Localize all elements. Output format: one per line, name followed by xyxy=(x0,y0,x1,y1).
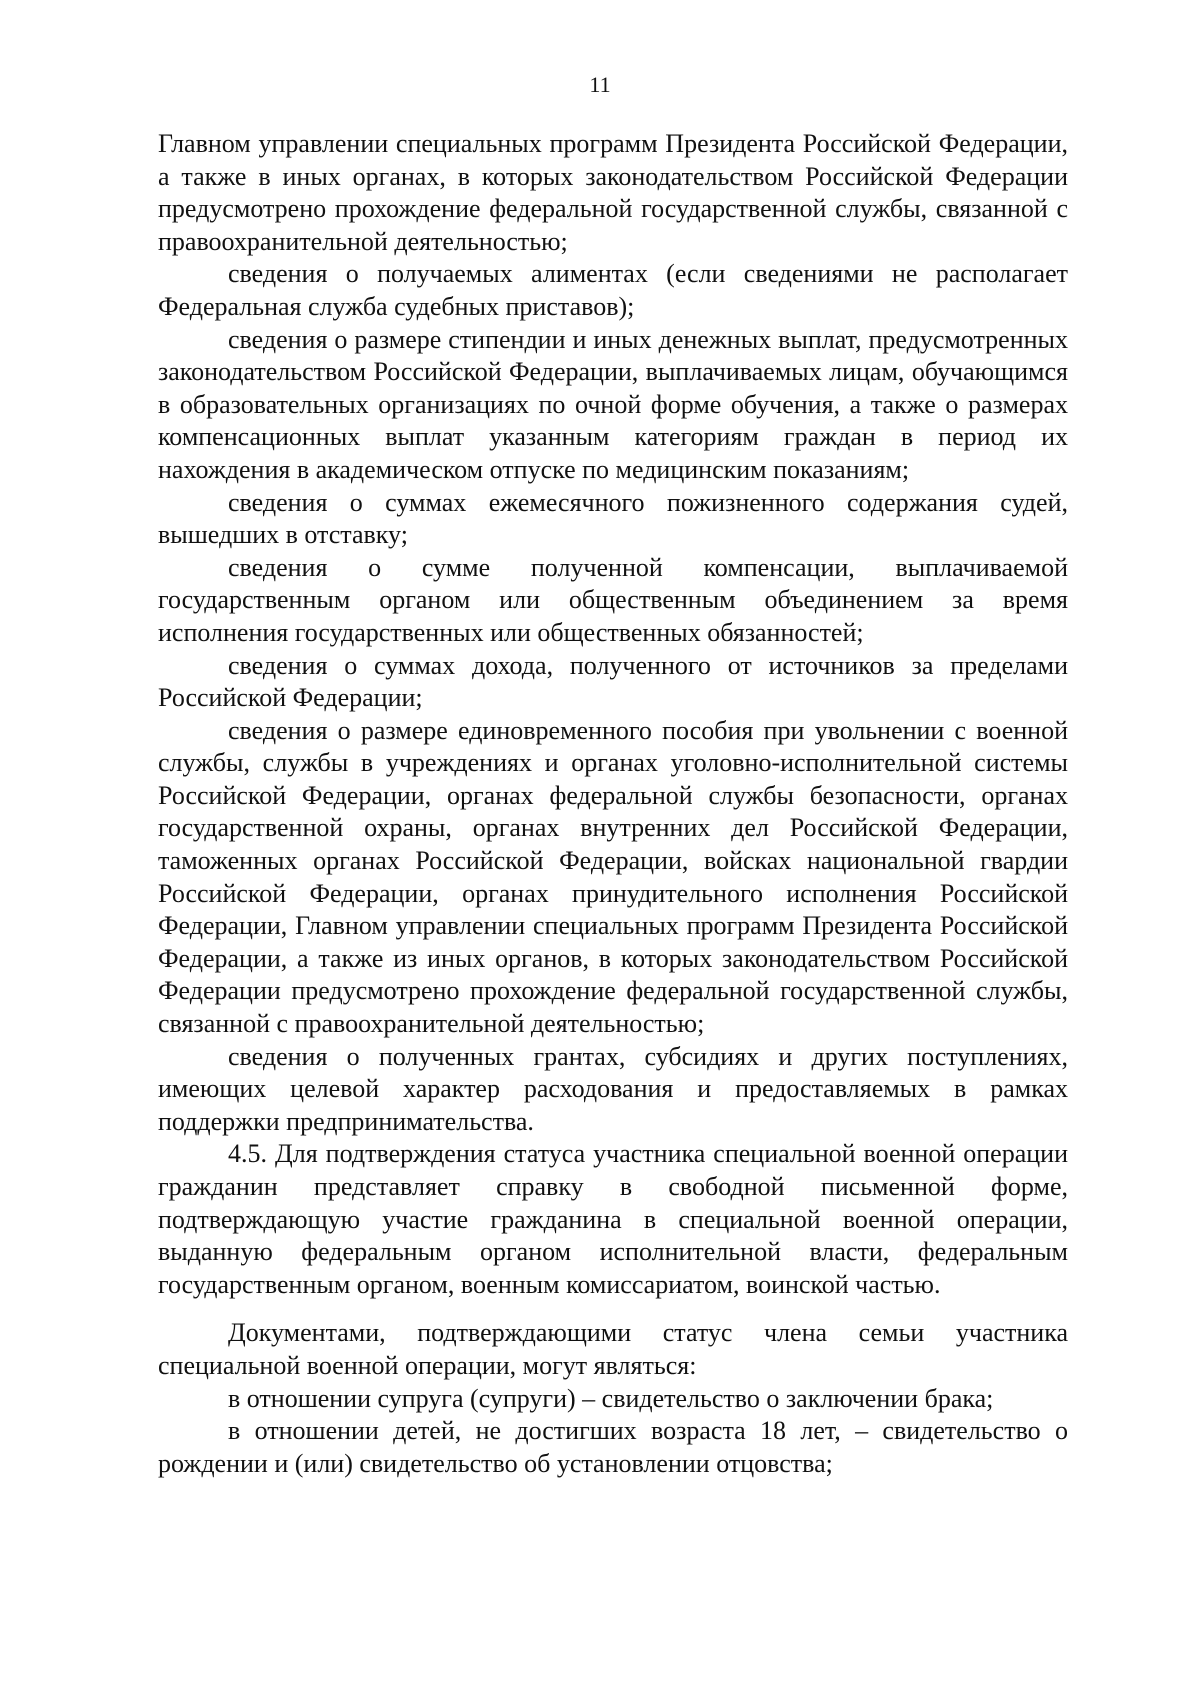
paragraph-alimony: сведения о получаемых алиментах (если сведениями не располагает Федеральная служба судебных приставов); xyxy=(158,259,1068,321)
paragraph-foreign-income: сведения о суммах дохода, полученного от источников за пределами Российской Федерации; xyxy=(158,650,1068,713)
paragraph-compensation: сведения о сумме полученной компенсации, выплачиваемой государственным органом или общественным объединением за время исполнения государственных или общественных обязанностей; xyxy=(158,552,1068,647)
paragraph-stipend: сведения о размере стипендии и иных денежных выплат, предусмотренных законодательством Российской Федерации, выплачиваемых лицам, обучающимся в образовательных организациях по очной форме обучения, а также о размерах компенсационных выплат указанным категориям граждан в период их нахождения в академическом отпуске по медицинским показаниям; xyxy=(158,324,1068,484)
paragraph-family-documents: Документами, подтверждающими статус члена семьи участника специальной военной операции, могут являться: xyxy=(158,1318,1068,1380)
page-number: 11 xyxy=(589,72,611,97)
paragraph-children: в отношении детей, не достигших возраста 18 лет, – свидетельство о рождении и (или) свидетельство об установлении отцовства; xyxy=(158,1416,1068,1478)
document-body xyxy=(158,128,1068,1480)
paragraph-spouse: в отношении супруга (супруги) – свидетельство о заключении брака; xyxy=(228,1383,994,1413)
paragraph-section-4-5: 4.5. Для подтверждения статуса участника специальной военной операции гражданин представляет справку в свободной письменной форме, подтверждающую участие гражданина в специальной военной операции, выданную федеральным органом исполнительной власти, федеральным государственным органом, военным комиссариатом, воинской частью. xyxy=(158,1139,1068,1299)
paragraph-grants: сведения о полученных грантах, субсидиях и других поступлениях, имеющих целевой характер расходования и предоставляемых в рамках поддержки предпринимательства. xyxy=(158,1041,1068,1136)
paragraph-judges-allowance: сведения о суммах ежемесячного пожизненного содержания судей, вышедших в отставку; xyxy=(158,487,1068,550)
paragraph-severance: сведения о размере единовременного пособия при увольнении с военной службы, службы в учреждениях и органах уголовно-исполнительной системы Российской Федерации, органах федеральной службы безопасности, органах государственной охраны, органах внутренних дел Российской Федерации, таможенных органах Российской Федерации, войсках национальной гвардии Российской Федерации, органах принудительного исполнения Российской Федерации, Главном управлении специальных программ Президента Российской Федерации, а также из иных органов, в которых законодательством Российской Федерации предусмотрено прохождение федеральной государственной службы, связанной с правоохранительной деятельностью; xyxy=(158,715,1068,1039)
paragraph-continuation: Главном управлении специальных программ Президента Российской Федерации, а также в иных органах, в которых законодательством Российской Федерации предусмотрено прохождение федеральной государственной службы, связанной с правоохранительной деятельностью; xyxy=(158,129,1068,256)
